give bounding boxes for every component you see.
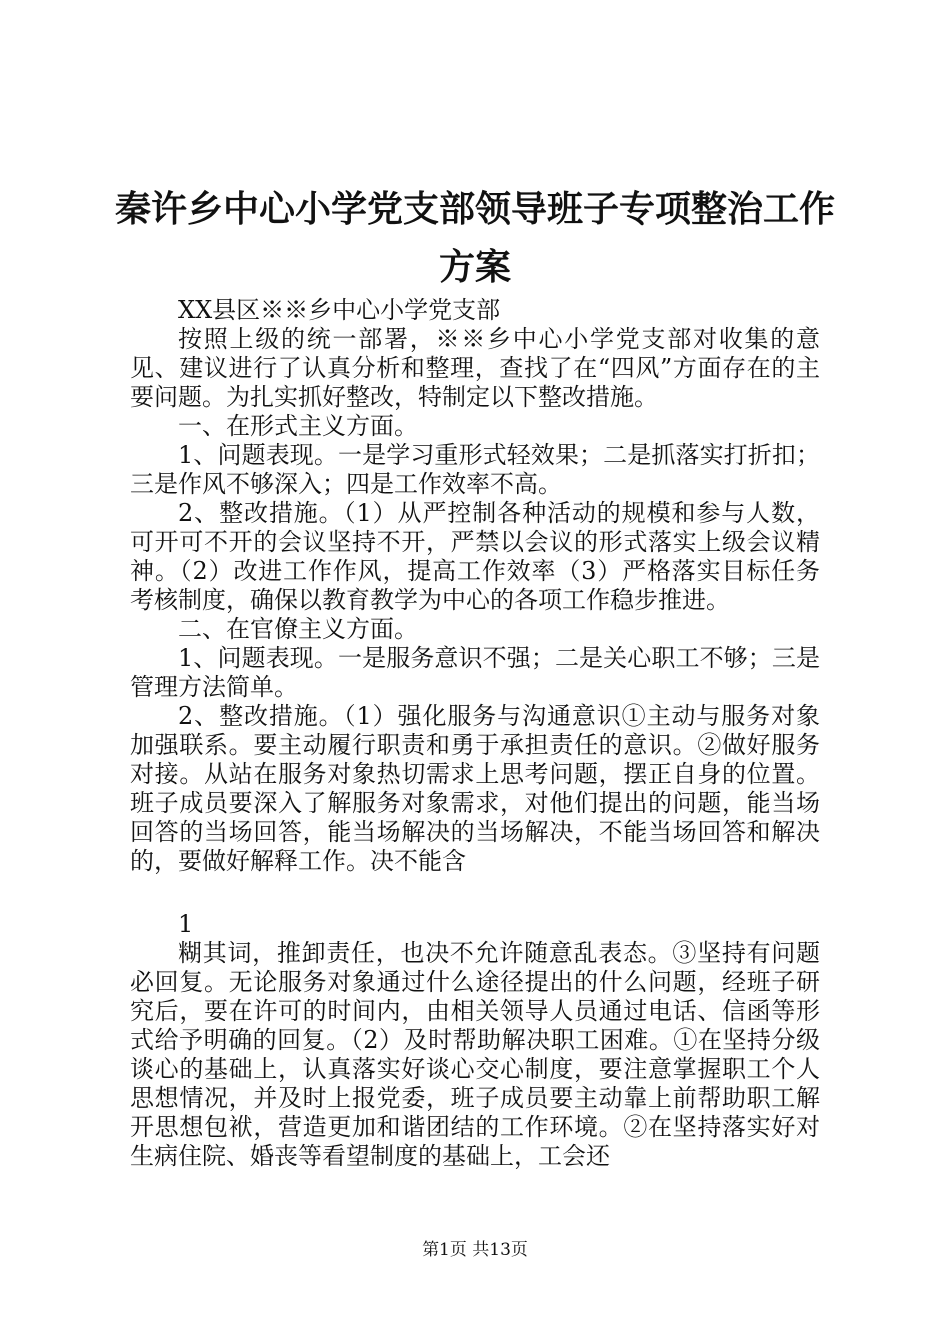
- paragraph-intro: 按照上级的统一部署，※※乡中心小学党支部对收集的意见、建议进行了认真分析和整理，查找了在“四风”方面存在的主要问题。为扎实抓好整改，特制定以下整改措施。: [130, 325, 820, 411]
- body-block-b: [130, 939, 820, 1171]
- document-title-line-1: 秦许乡中心小学党支部领导班子专项整治工作: [114, 189, 835, 230]
- page-footer: 第1页 共13页: [422, 1240, 528, 1260]
- paragraph-formalism-measures: 2、整改措施。（1）从严控制各种活动的规模和参与人数，可开可不开的会议坚持不开，严禁以会议的形式落实上级会议精神。（2）改进工作作风，提高工作效率（3）严格落实目标任务考核制度，确保以教育教学为中心的各项工作稳步推进。: [130, 499, 820, 614]
- paragraph-heading-bureaucratism: 二、在官僚主义方面。: [178, 615, 418, 643]
- body-block-a: [130, 296, 820, 876]
- paragraph-bureaucratism-measures: 2、整改措施。（1）强化服务与沟通意识①主动与服务对象加强联系。要主动履行职责和勇于承担责任的意识。②做好服务对接。从站在服务对象热切需求上思考问题，摆正自身的位置。班子成员要深入了解服务对象需求，对他们提出的问题，能当场回答的当场回答，能当场解决的当场解决，不能当场回答和解决的，要做好解释工作。决不能含: [130, 702, 820, 875]
- document-title-line-2: 方案: [438, 247, 511, 288]
- paragraph-organization: XX县区※※乡中心小学党支部: [178, 296, 501, 324]
- paragraph-continuation: 糊其词，推卸责任，也决不允许随意乱表态。③坚持有问题必回复。无论服务对象通过什么途径提出的什么问题，经班子研究后，要在许可的时间内，由相关领导人员通过电话、信函等形式给予明确的回复。（2）及时帮助解决职工困难。①在坚持分级谈心的基础上，认真落实好谈心交心制度，要注意掌握职工个人思想情况，并及时上报党委，班子成员要主动靠上前帮助职工解开思想包袱，营造更加和谐团结的工作环境。②在坚持落实好对生病住院、婚丧等看望制度的基础上，工会还: [130, 939, 820, 1170]
- inline-page-number: 1: [178, 910, 194, 938]
- paragraph-formalism-problems: 1、问题表现。一是学习重形式轻效果；二是抓落实打折扣；三是作风不够深入；四是工作效率不高。: [130, 441, 820, 498]
- paragraph-heading-formalism: 一、在形式主义方面。: [178, 412, 418, 440]
- paragraph-bureaucratism-problems: 1、问题表现。一是服务意识不强；二是关心职工不够；三是管理方法简单。: [130, 644, 820, 701]
